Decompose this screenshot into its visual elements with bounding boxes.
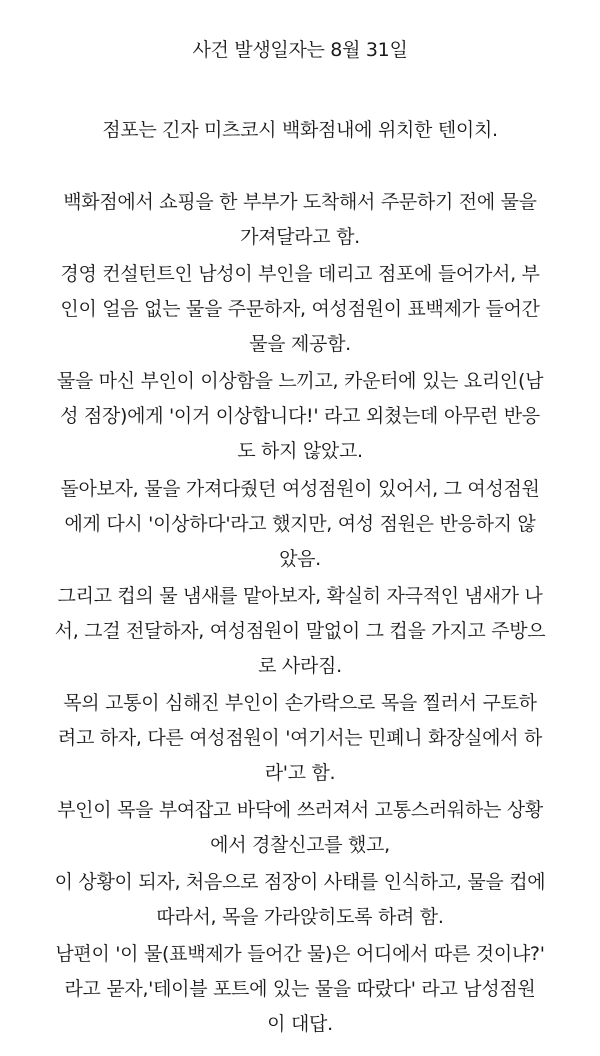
text-line: 이 대답.	[267, 1013, 333, 1035]
text-line: 이 상황이 되자, 처음으로 점장이 사태를 인식하고, 물을 컵에	[54, 871, 546, 893]
text-line: 인이 얼음 없는 물을 주문하자, 여성점원이 표백제가 들어간	[60, 298, 540, 320]
text-line: 서, 그걸 전달하자, 여성점원이 말없이 그 컵을 가지고 주방으	[54, 620, 546, 642]
text-line: 가져달라고 함.	[240, 226, 360, 248]
text-line: 물을 마신 부인이 이상함을 느끼고, 카운터에 있는 요리인(남	[56, 370, 544, 392]
text-line: 경영 컨설턴트인 남성이 부인을 데리고 점포에 들어가서, 부	[60, 263, 540, 285]
text-line: 그리고 컵의 물 냄새를 맡아보자, 확실히 자극적인 냄새가 나	[57, 585, 543, 607]
text-line: 부인이 목을 부여잡고 바닥에 쓰러져서 고통스러워하는 상황	[57, 799, 543, 821]
text-line: 려고 하자, 다른 여성점원이 '여기서는 민폐니 화장실에서 하	[57, 727, 543, 749]
text-line: 라'고 함.	[264, 762, 336, 784]
text-line: 돌아보자, 물을 가져다줬던 여성점원이 있어서, 그 여성점원	[60, 478, 540, 500]
date-line: 사건 발생일자는 8월 31일	[192, 39, 408, 61]
text-line: 에게 다시 '이상하다'라고 했지만, 여성 점원은 반응하지 않	[64, 513, 536, 535]
text-line: 목의 고통이 심해진 부인이 손가락으로 목을 찔러서 구토하	[63, 692, 537, 714]
text-line: 라고 묻자,'테이블 포트에 있는 물을 따랐다' 라고 남성점원	[64, 978, 536, 1000]
text-line: 따라서, 목을 가라앉히도록 하려 함.	[156, 906, 444, 928]
store-line: 점포는 긴자 미츠코시 백화점내에 위치한 텐이치.	[102, 119, 498, 141]
text-line: 백화점에서 쇼핑을 한 부부가 도착해서 주문하기 전에 물을	[63, 191, 537, 213]
text-line: 물을 제공함.	[249, 333, 351, 355]
text-line: 로 사라짐.	[258, 655, 342, 677]
text-line: 았음.	[279, 548, 321, 570]
text-line: 남편이 '이 물(표백제가 들어간 물)은 어디에서 따른 것이냐?'	[55, 943, 545, 965]
text-line: 에서 경찰신고를 했고,	[210, 834, 390, 856]
text-line: 성 점장)에게 '이거 이상합니다!' 라고 외쳤는데 아무런 반응	[60, 405, 540, 427]
text-line: 도 하지 않았고.	[237, 440, 363, 462]
